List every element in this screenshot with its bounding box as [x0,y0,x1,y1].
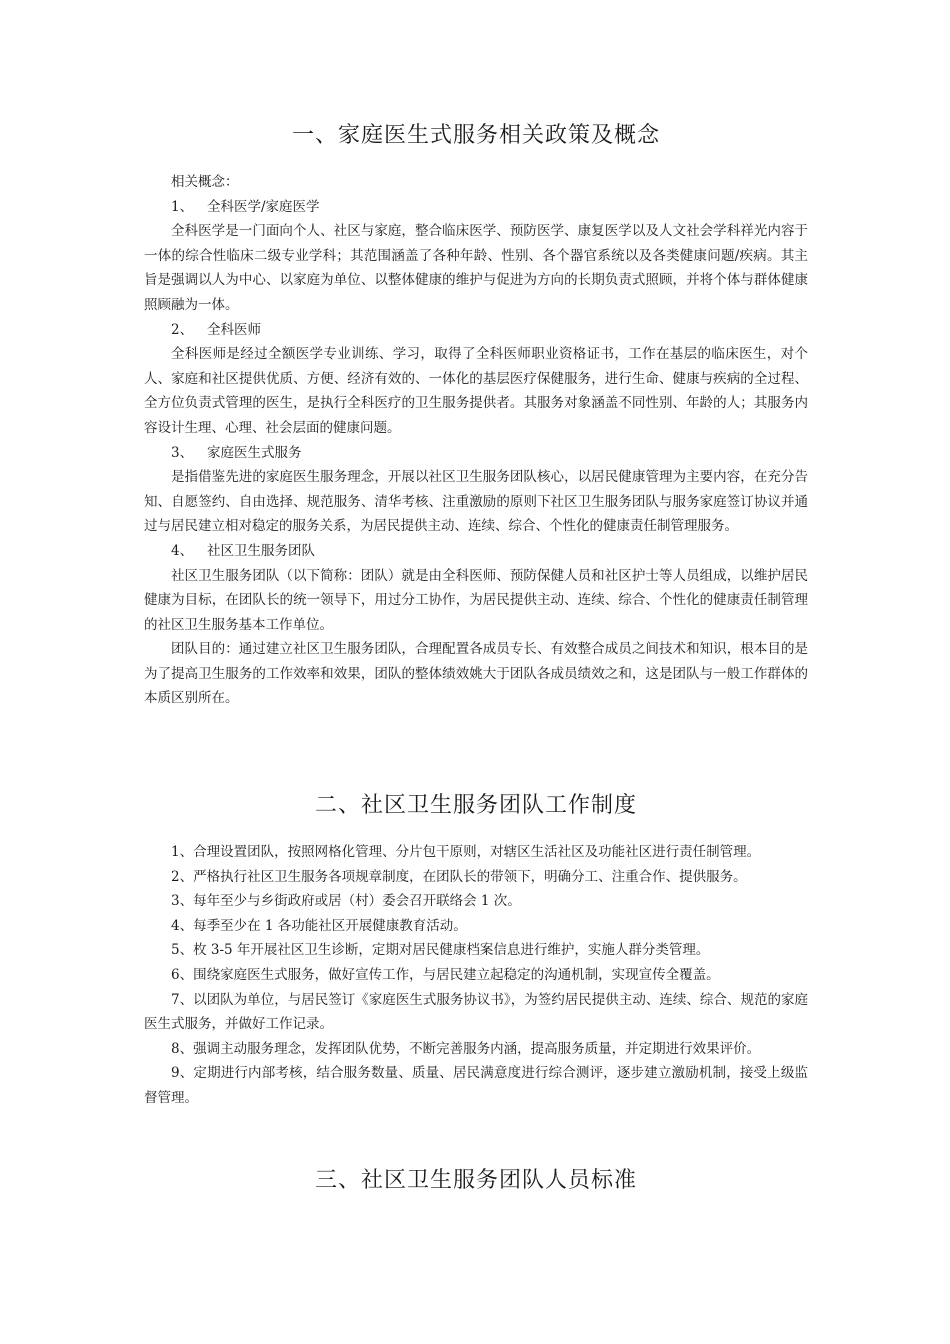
section-2-body [144,840,808,1111]
concept-2-label: 全科医师 [207,321,261,338]
concept-1-label: 全科医学/家庭医学 [207,198,320,215]
section-1-title: 一、家庭医生式服务相关政策及概念 [291,123,660,148]
concept-2-paragraph: 全科医师是经过全额医学专业训练、学习，取得了全科医师职业资格证书，工作在基层的临床医生，对个人、家庭和社区提供优质、方便、经济有效的、一体化的基层医疗保健服务，进行生命、健康与疾病的全过程、全方位负责式管理的医生，是执行全科医疗的卫生服务提供者。其服务对象涵盖不同性别、年龄的人；其服务内容设计生理、心理、社会层面的健康问题。 [144,346,808,436]
rule-item: 9、定期进行内部考核，结合服务数量、质量、居民满意度进行综合测评，逐步建立激励机制，接受上级监督管理。 [144,1065,808,1106]
concept-4-title [144,539,808,564]
concept-1-paragraph: 全科医学是一门面向个人、社区与家庭，整合临床医学、预防医学、康复医学以及人文社会学科祥光内容于一体的综合性临床二级专业学科；其范围涵盖了各种年龄、性别、各个器官系统以及各类健康问题/疾病。其主旨是强调以人为中心、以家庭为单位、以整体健康的维护与促进为方向的长期负责式照顾，并将个体与群体健康照顾融为一体。 [144,223,808,313]
concept-1-title [144,195,808,220]
concept-4-paragraph-1: 社区卫生服务团队（以下简称：团队）就是由全科医师、预防保健人员和社区护士等人员组成，以维护居民健康为目标，在团队长的统一领导下，用过分工协作，为居民提供主动、连续、综合、个性化的健康责任制管理的社区卫生服务基本工作单位。 [144,567,808,633]
rule-item: 5、枚 3-5 年开展社区卫生诊断，定期对居民健康档案信息进行维护，实施人群分类管理。 [171,942,710,959]
rule-item: 7、以团队为单位，与居民签订《家庭医生式服务协议书》，为签约居民提供主动、连续、综合、规范的家庭医生式服务，并做好工作记录。 [144,991,808,1033]
rule-item: 6、围绕家庭医生式服务，做好宣传工作，与居民建立起稳定的沟通机制，实现宣传全覆盖。 [171,966,720,983]
concept-2-title [144,318,808,343]
concept-4-number: 4、 [171,542,194,559]
concept-3-number: 3、 [171,444,194,461]
concept-1-number: 1、 [171,198,194,215]
section-1-body [144,170,808,711]
section-3-title: 三、社区卫生服务团队人员标准 [314,1168,637,1193]
rule-item: 1、合理设置团队，按照网格化管理、分片包干原则，对辖区生活社区及功能社区进行责任制管理。 [171,844,761,860]
concept-3-paragraph: 是指借鉴先进的家庭医生服务理念，开展以社区卫生服务团队核心，以居民健康管理为主要内容，在充分告知、自愿签约、自由选择、规范服务、清华考核、注重激励的原则下社区卫生服务团队与服务家庭签订协议并通过与居民建立相对稳定的服务关系，为居民提供主动、连续、综合、个性化的健康责任制管理服务。 [144,469,808,535]
concepts-intro: 相关概念： [171,174,239,190]
concept-4-label: 社区卫生服务团队 [207,542,315,559]
concept-2-number: 2、 [171,321,194,338]
concept-4-paragraph-2: 团队目的：通过建立社区卫生服务团队，合理配置各成员专长、有效整合成员之间技术和知识，根本目的是为了提高卫生服务的工作效率和效果，团队的整体绩效姚大于团队各成员绩效之和，这是团队与一般工作群体的本质区别所在。 [144,641,808,707]
rule-item: 2、严格执行社区卫生服务各项规章制度，在团队长的带领下，明确分工、注重合作、提供服务。 [171,868,747,885]
concept-3-title [144,441,808,466]
rule-item: 3、每年至少与乡街政府或居（村）委会召开联络会 1 次。 [171,893,521,910]
rule-item: 8、强调主动服务理念，发挥团队优势，不断完善服务内涵，提高服务质量，并定期进行效果评价。 [171,1040,761,1057]
section-2-title: 二、社区卫生服务团队工作制度 [314,793,637,818]
concept-3-label: 家庭医生式服务 [207,444,302,461]
rule-item: 4、每季至少在 1 各功能社区开展健康教育活动。 [171,917,467,934]
